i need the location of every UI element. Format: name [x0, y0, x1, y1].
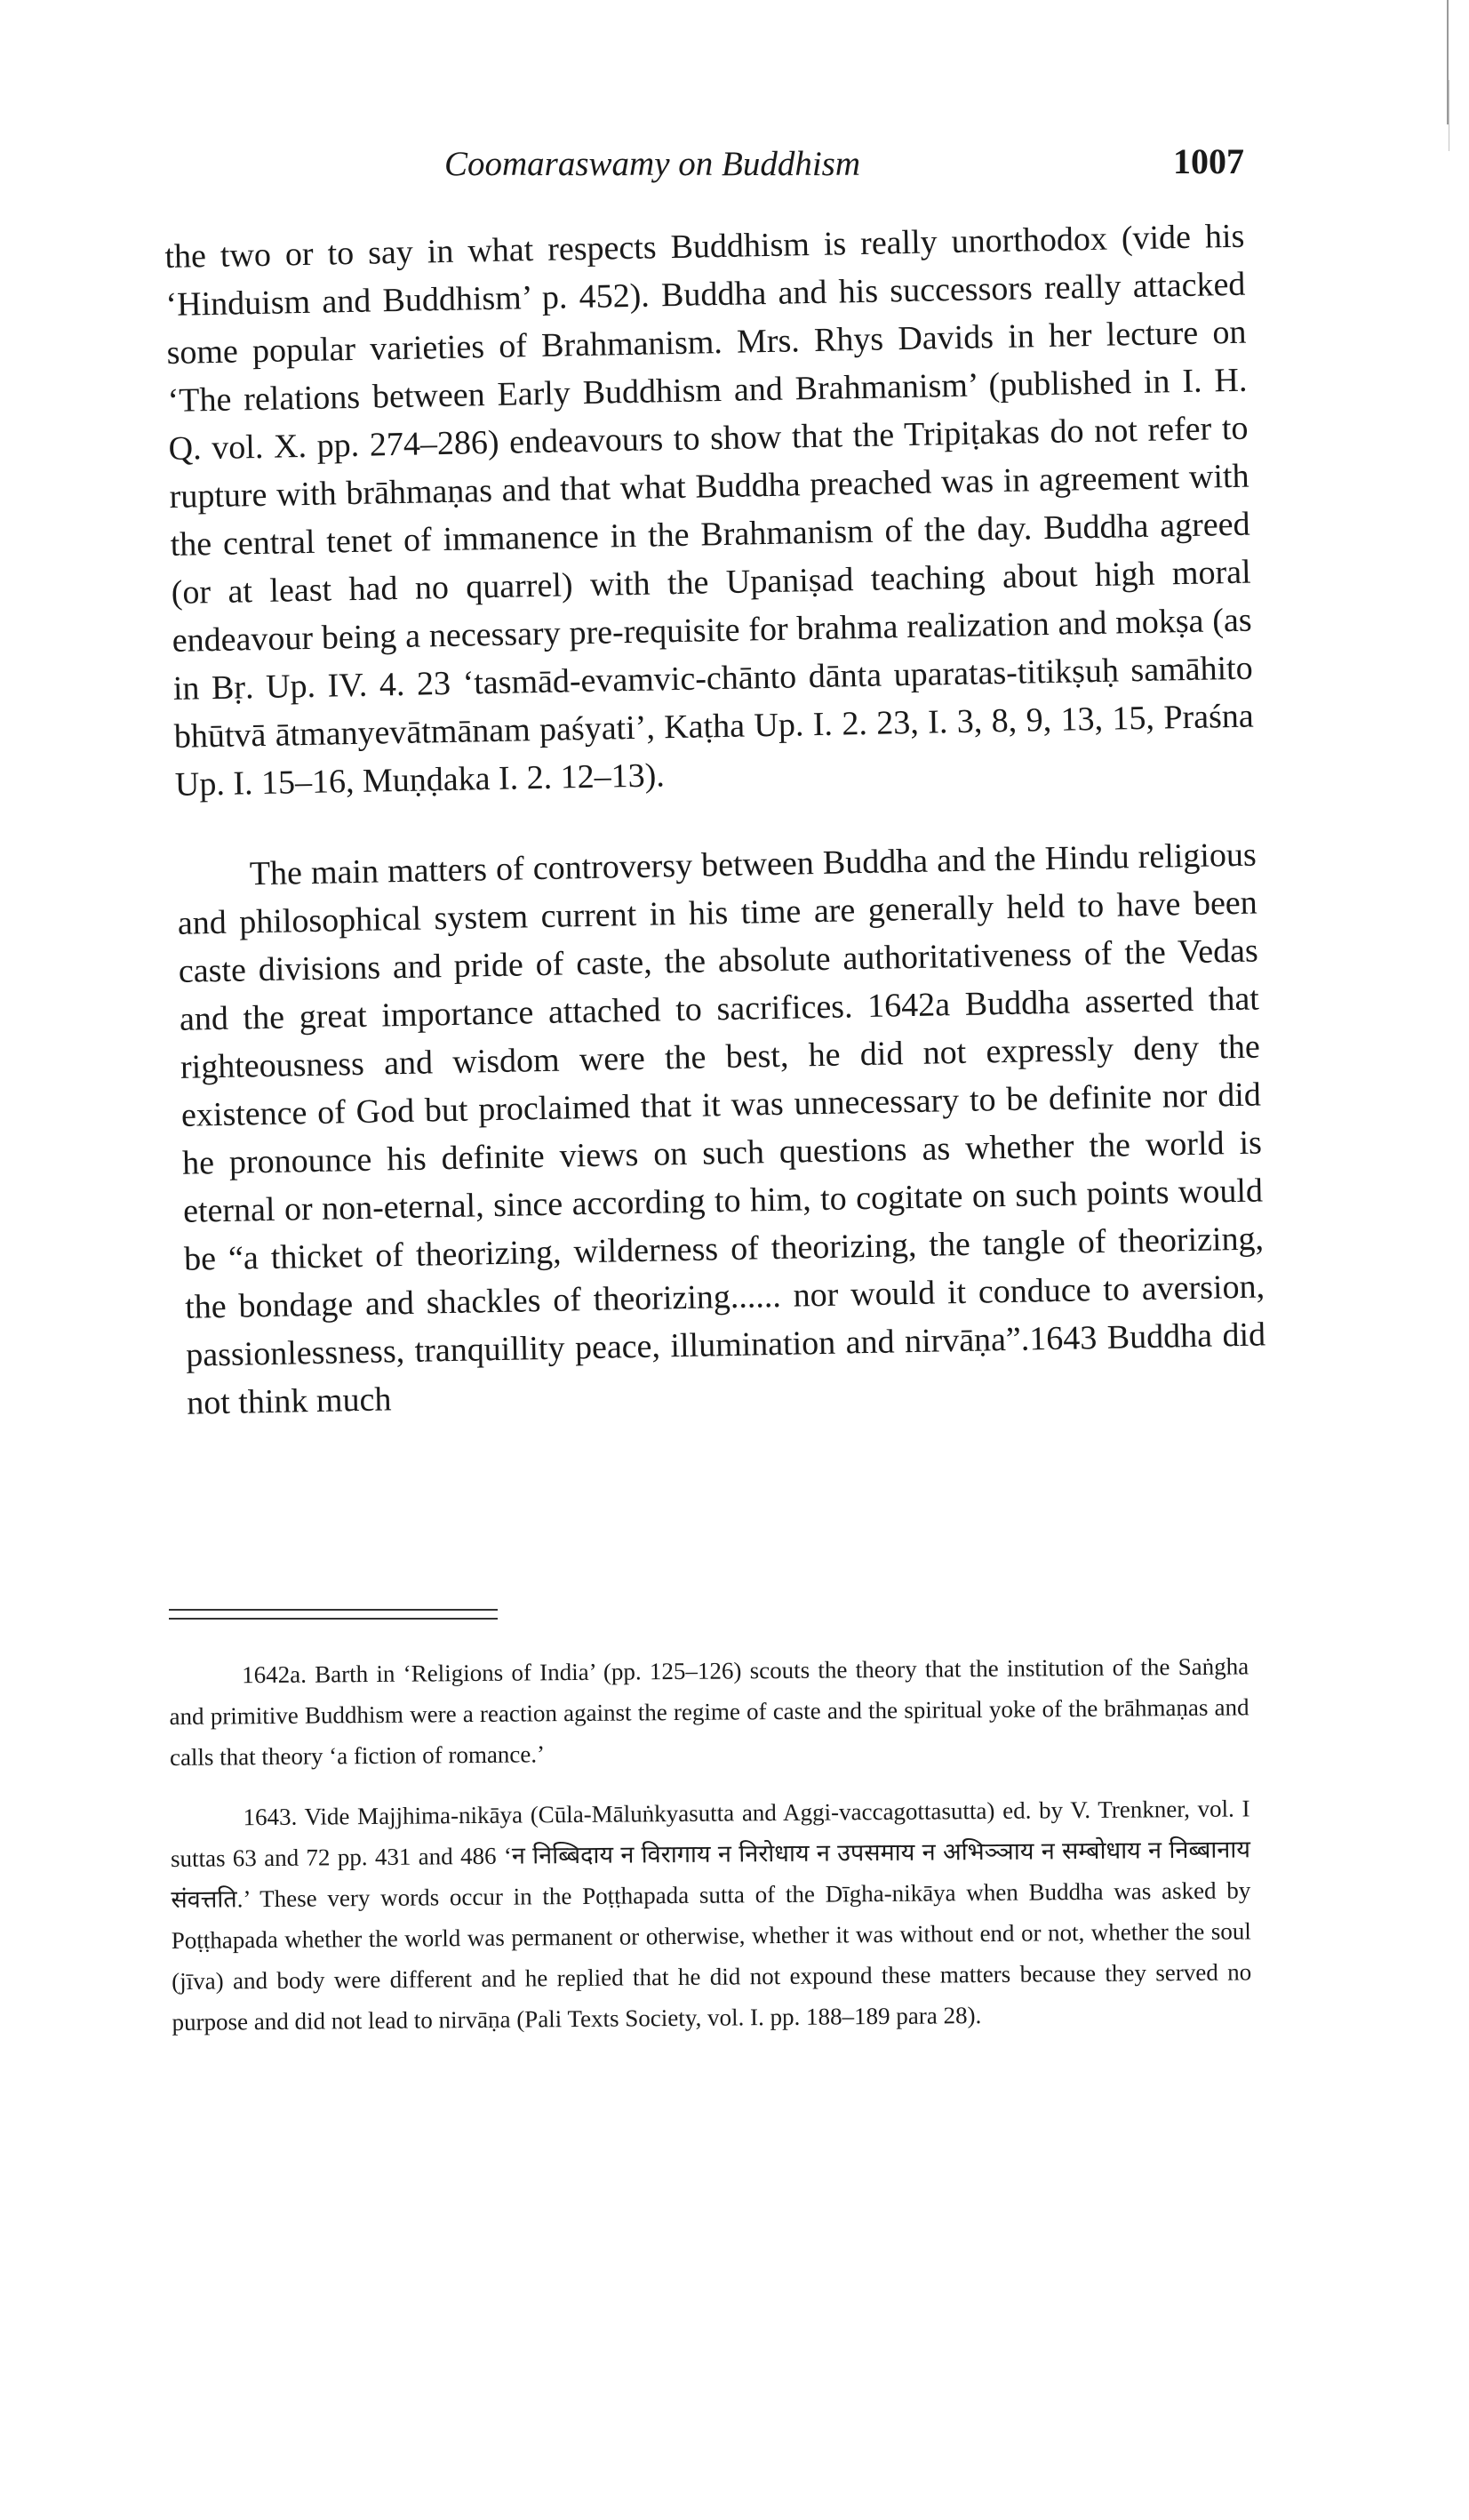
body-text [164, 212, 1267, 1428]
footnote-1643: 1643. Vide Majjhima-nikāya (Cūla-Māluṅkyasutta and Aggi-vaccagottasutta) ed. by V. Trenkner, vol. I suttas 63 and 72 pp. 431 and 486 ‘न निब्बिदाय न विरागाय न निरोधाय न उपसमाय न अभिञ्ञाय न सम्बोधाय न निब्बानाय संवत्तति.’ These very words occur in the Poṭṭhapada sutta of the Dīgha-nikāya when Buddha was asked by Poṭṭhapada whether the world was permanent or otherwise, whether it was without end or not, whether the soul (jīva) and body were different and he replied that he did not expound these matters because they served no purpose and did not lead to nirvāṇa (Pali Texts Society, vol. I. pp. 188–189 para 28). [170, 1795, 1252, 2036]
page-header [164, 140, 1244, 194]
running-title: Coomaraswamy on Buddhism [444, 145, 861, 183]
page-number: 1007 [1173, 141, 1244, 181]
footnotes [169, 1645, 1252, 2043]
footnote-separator [169, 1609, 498, 1620]
footnote-1642a: 1642a. Barth in ‘Religions of India’ (pp. 125–126) scouts the theory that the institution of the Saṅgha and primitive Buddhism were a reaction against the regime of caste and the spiritual yoke of the brāhmaṇas and calls that theory ‘a fiction of romance.’ [169, 1652, 1249, 1771]
paragraph: the two or to say in what respects Buddhism is really unorthodox (vide his ‘Hinduism and Buddhism’ p. 452). Buddha and his successors really attacked some popular varieties of Brahmanism. Mrs. Rhys Davids in her lecture on ‘The relations between Early Buddhism and Brahmanism’ (published in I. H. Q. vol. X. pp. 274–286) endeavours to show that the Tripiṭakas do not refer to rupture with brāhmaṇas and that what Buddha preached was in agreement with the central tenet of immanence in the Brahmanism of the day. Buddha agreed (or at least had no quarrel) with the Upaniṣad teaching about high moral endeavour being a necessary pre-requisite for brahma realization and mokṣa (as in Bṛ. Up. IV. 4. 23 ‘tasmād-evamvic-chānto dānta uparatas-titikṣuḥ samāhito bhūtvā ātmanyevātmānam paśyati’, Kaṭha Up. I. 2. 23, I. 3, 8, 9, 13, 15, Praśna Up. I. 15–16, Muṇḍaka I. 2. 12–13). [164, 217, 1255, 804]
paragraph: The main matters of controversy between Buddha and the Hindu religious and philosophical system current in his time are generally held to have been caste divisions and pride of caste, the absolute authoritativeness of the Vedas and the great importance attached to sacrifices. 1642a Buddha asserted that righteousness and wisdom were the best, he did not expressly deny the existence of God but proclaimed that it was unnecessary to be definite nor did he pronounce his definite views on such questions as whether the world is eternal or non-eternal, since according to him, to cogitate on such points would be “a thicket of theorizing, wilderness of theorizing, the tangle of theorizing, the bondage and shackles of theorizing...... nor would it conduce to aversion, passionlessness, tranquillity peace, illumination and nirvāṇa”.1643 Buddha did not think much [177, 836, 1266, 1422]
